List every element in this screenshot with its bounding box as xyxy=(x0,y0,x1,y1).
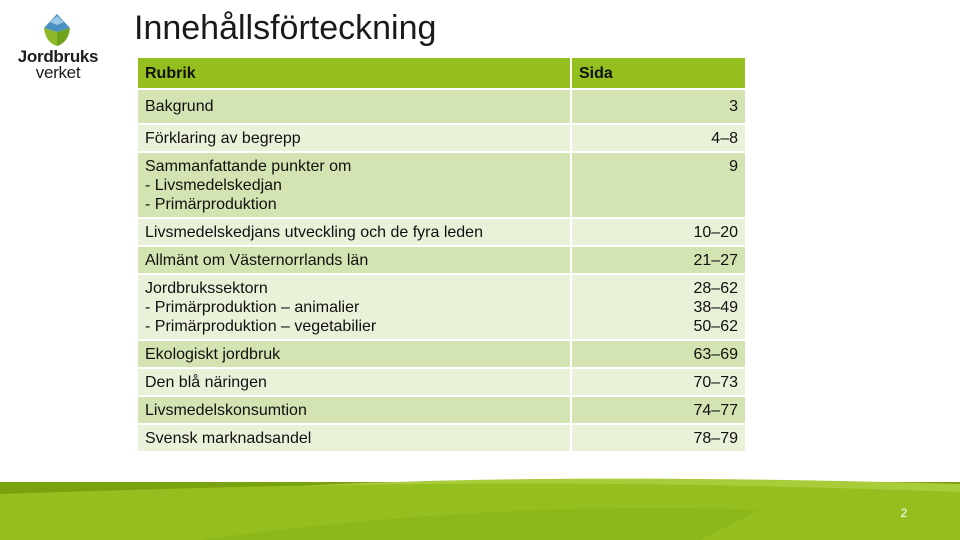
table-row xyxy=(137,89,746,124)
row-title: Livsmedelskedjans utveckling och de fyra leden xyxy=(137,218,571,246)
toc-table xyxy=(136,56,747,453)
row-page: 9 xyxy=(571,152,746,218)
table-row xyxy=(137,124,746,152)
page-title: Innehållsförteckning xyxy=(134,9,437,47)
row-page: 74–77 xyxy=(571,396,746,424)
row-page: 4–8 xyxy=(571,124,746,152)
page-number: 2 xyxy=(900,506,908,520)
logo-text-line2: verket xyxy=(35,63,81,82)
row-title: Jordbrukssektorn - Primärproduktion – animalier - Primärproduktion – vegetabilier xyxy=(137,274,571,340)
row-title: Förklaring av begrepp xyxy=(137,124,571,152)
table-row xyxy=(137,368,746,396)
row-title: Livsmedelskonsumtion xyxy=(137,396,571,424)
row-page: 28–62 38–49 50–62 xyxy=(571,274,746,340)
table-row xyxy=(137,152,746,218)
row-title: Den blå näringen xyxy=(137,368,571,396)
row-title: Svensk marknadsandel xyxy=(137,424,571,452)
header-sida: Sida xyxy=(571,57,746,89)
table-row xyxy=(137,218,746,246)
row-page: 63–69 xyxy=(571,340,746,368)
logo-text-line1: Jordbruks xyxy=(17,47,99,66)
table-row xyxy=(137,396,746,424)
table-row xyxy=(137,274,746,340)
jordbruksverket-logo-icon xyxy=(36,12,78,48)
row-page: 78–79 xyxy=(571,424,746,452)
table-row xyxy=(137,424,746,452)
row-title: Sammanfattande punkter om - Livsmedelskedjan - Primärproduktion xyxy=(137,152,571,218)
row-title: Bakgrund xyxy=(137,89,571,124)
header-rubrik: Rubrik xyxy=(137,57,571,89)
jordbruksverket-logo xyxy=(14,12,100,82)
row-title: Allmänt om Västernorrlands län xyxy=(137,246,571,274)
row-page: 10–20 xyxy=(571,218,746,246)
table-row xyxy=(137,340,746,368)
row-page: 70–73 xyxy=(571,368,746,396)
table-row xyxy=(137,246,746,274)
row-page: 3 xyxy=(571,89,746,124)
toc-header-row xyxy=(137,57,746,89)
row-page: 21–27 xyxy=(571,246,746,274)
footer-band xyxy=(0,470,960,540)
row-title: Ekologiskt jordbruk xyxy=(137,340,571,368)
